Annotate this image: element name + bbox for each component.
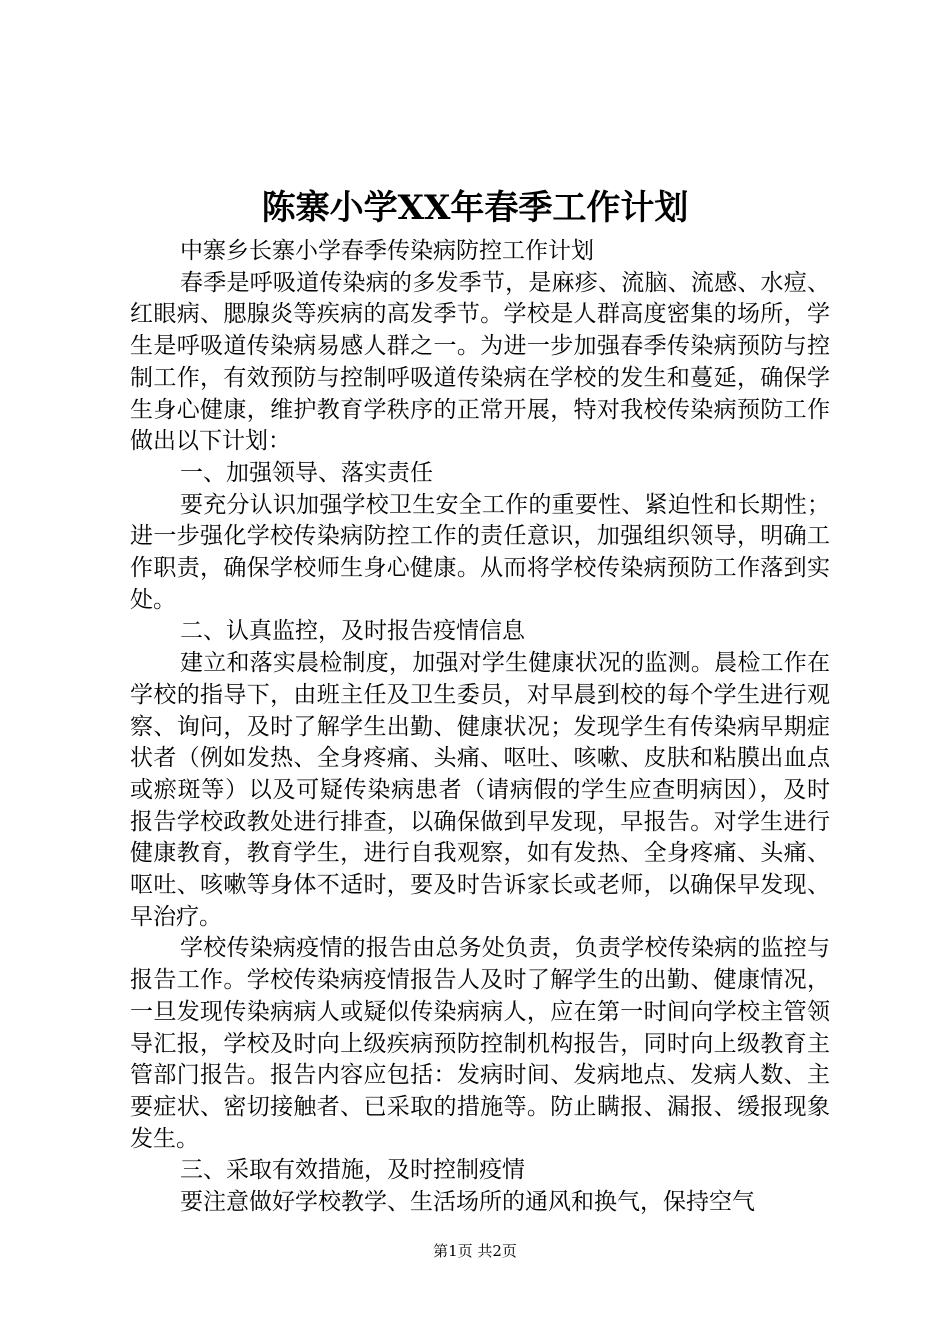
section-heading-1: 一、加强领导、落实责任 [180,459,433,486]
subtitle-paragraph: 中寨乡长寨小学春季传染病防控工作计划 [180,238,594,264]
document-title: 陈寨小学XX年春季工作计划 [261,188,689,228]
page-number-footer: 第1页 共2页 [433,1242,517,1260]
section-heading-3: 三、采取有效措施，及时控制疫情 [180,1157,525,1184]
section-2-paragraph-1: 建立和落实晨检制度，加强对学生健康状况的监测。晨检工作在学校的指导下，由班主任及卫生委员，对早晨到校的每个学生进行观察、询问，及时了解学生出勤、健康状况；发现学生有传染病早期症状者（例如发热、全身疼痛、头痛、呕吐、咳嗽、皮肤和粘膜出血点或瘀斑等）以及可疑传染病患者（请病假的学生应查明病因），及时报告学校政教处进行排查，以确保做到早发现，早报告。对学生进行健康教育，教育学生，进行自我观察，如有发热、全身疼痛、头痛、呕吐、咳嗽等身体不适时，要及时告诉家长或老师，以确保早发现、早治疗。 [130,650,830,930]
section-3-paragraph: 要注意做好学校教学、生活场所的通风和换气，保持空气 [180,1189,755,1216]
intro-paragraph: 春季是呼吸道传染病的多发季节，是麻疹、流脑、流感、水痘、红眼病、腮腺炎等疾病的高发季节。学校是人群高度密集的场所，学生是呼吸道传染病易感人群之一。为进一步加强春季传染病预防与控制工作，有效预防与控制呼吸道传染病在学校的发生和蔓延，确保学生身心健康，维护教育学秩序的正常开展，特对我校传染病预防工作做出以下计划： [130,269,830,455]
section-2-paragraph-2: 学校传染病疫情的报告由总务处负责，负责学校传染病的监控与报告工作。学校传染病疫情报告人及时了解学生的出勤、健康情况，一旦发现传染病病人或疑似传染病病人，应在第一时间向学校主管领导汇报，学校及时向上级疾病预防控制机构报告，同时向上级教育主管部门报告。报告内容应包括：发病时间、发病地点、发病人数、主要症状、密切接触者、已采取的措施等。防止瞒报、漏报、缓报现象发生。 [130,935,830,1152]
document-body [130,236,830,1219]
section-1-paragraph: 要充分认识加强学校卫生安全工作的重要性、紧迫性和长期性；进一步强化学校传染病防控工作的责任意识，加强组织领导，明确工作职责，确保学校师生身心健康。从而将学校传染病预防工作落到实处。 [130,491,830,613]
section-heading-2: 二、认真监控，及时报告疫情信息 [180,618,525,645]
